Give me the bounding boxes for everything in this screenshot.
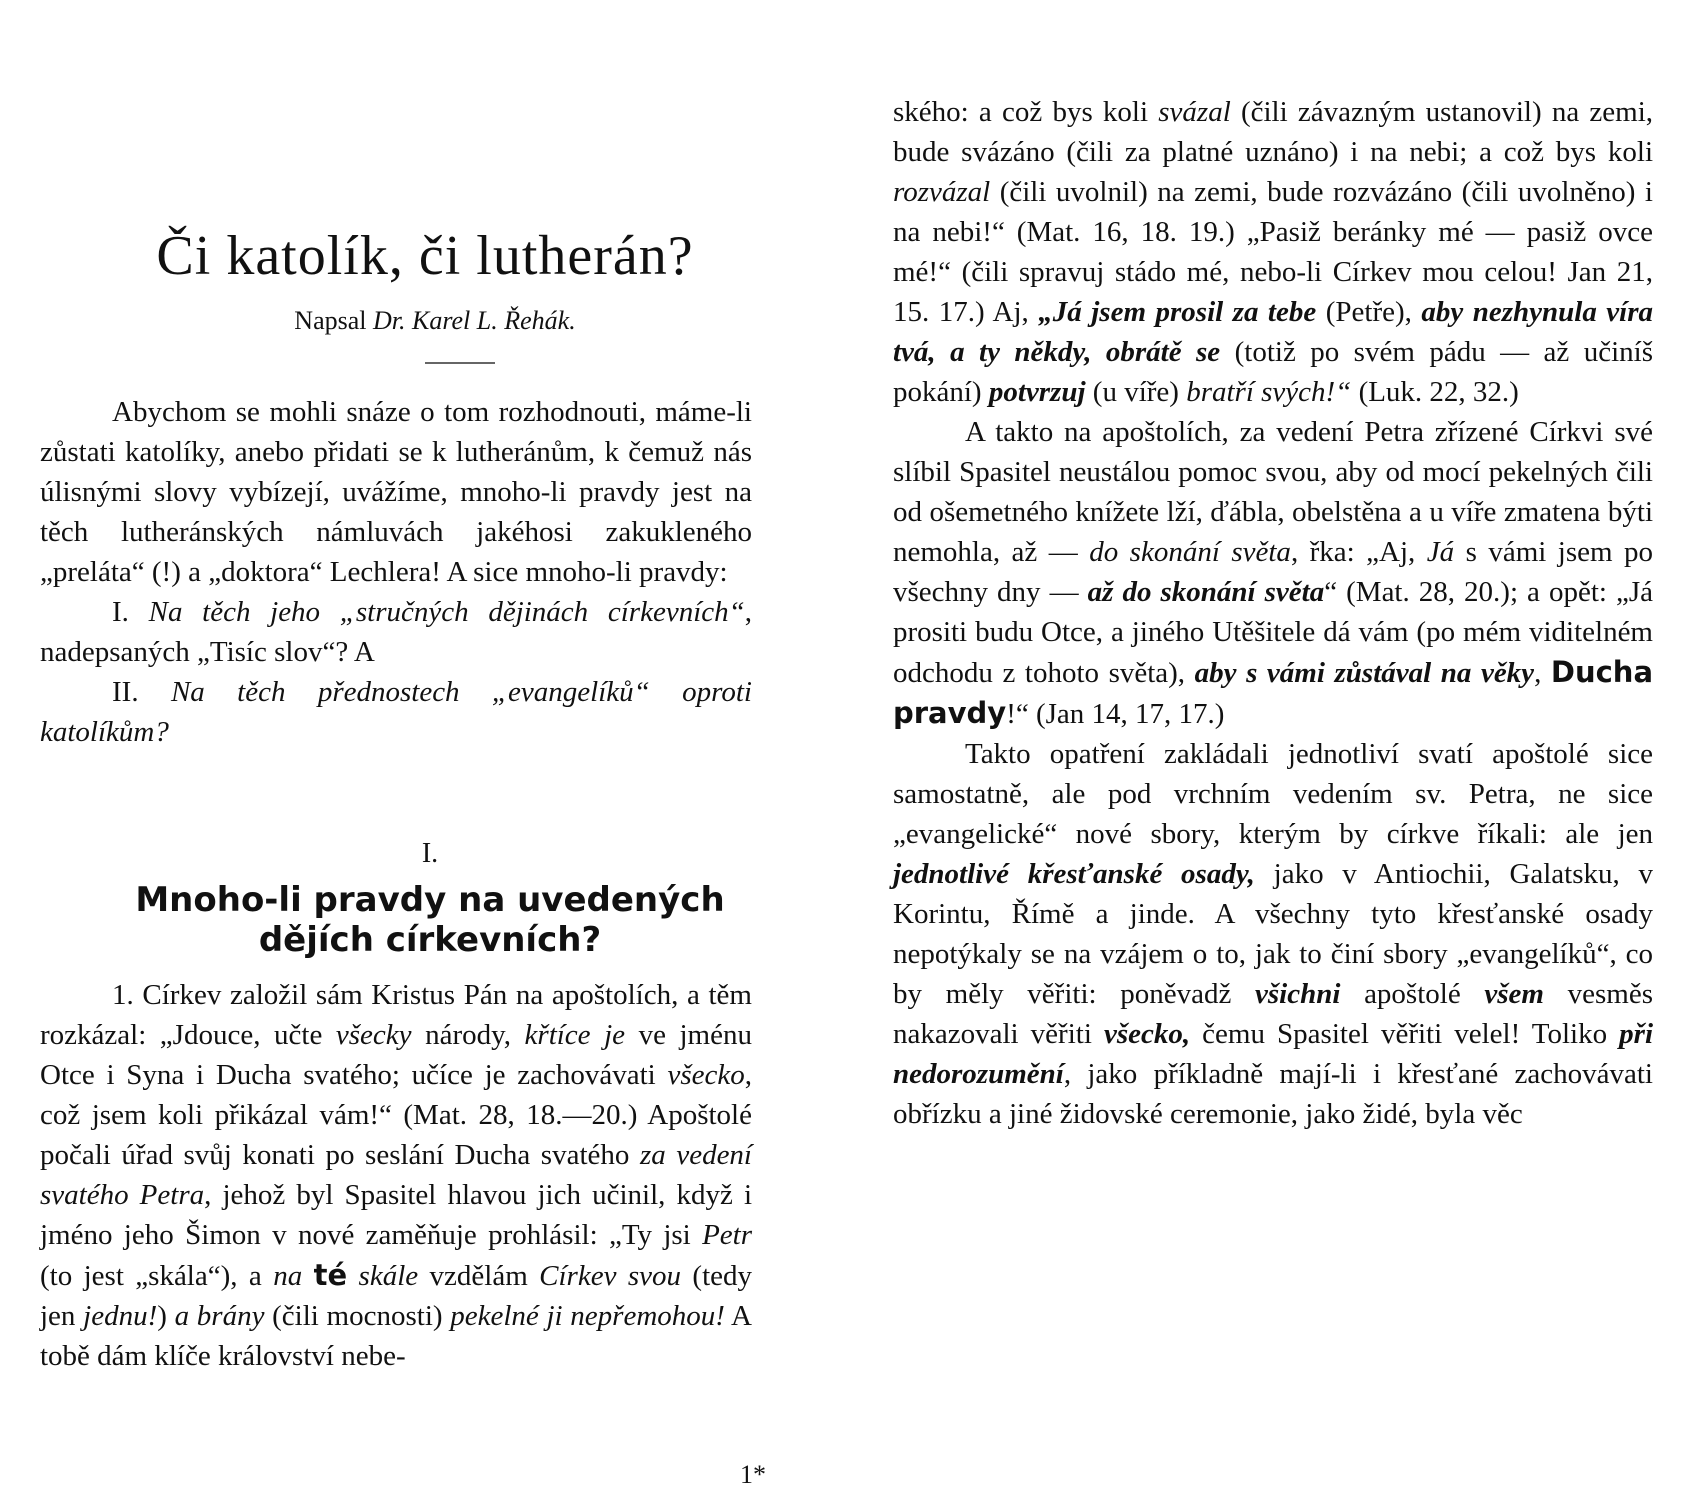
text-run: “ (Mat. 28, 20.); a opět: „Já prositi budu Otce, a jiného Utěšitele dá vám (po mém viditelném odchodu z tohoto světa), xyxy=(893,576,1654,689)
text-run: (tedy jen xyxy=(40,1260,752,1332)
section-number: I. xyxy=(421,838,439,869)
text-run: vzdělám xyxy=(418,1260,540,1292)
emphasis-bold: aby s vámi zůstával na věky xyxy=(1194,657,1535,689)
text-run: s vámi jsem po všechny dny — xyxy=(893,536,1653,608)
text-run: !“ (Jan 14, 17, 17.) xyxy=(1006,698,1225,730)
intro-item-1-title: Na těch jeho „stručných dějinách církevních“ xyxy=(148,596,745,628)
emphasis: rozvázal xyxy=(893,176,991,208)
text-run: , xyxy=(1534,657,1551,689)
text-run: (Luk. 22, 32.) xyxy=(1351,376,1519,408)
right-paragraph-2 xyxy=(893,412,1653,734)
emphasis: křtíce je xyxy=(524,1019,626,1051)
emphasis-bold: až do skonání světa xyxy=(1087,576,1325,608)
section-paragraph xyxy=(40,975,752,1376)
intro-text xyxy=(40,392,752,752)
text-run: (čili závazným ustanovil) na zemi, bude svázáno (čili za platné uznáno) i na nebi; a což bys koli xyxy=(893,96,1653,168)
emphasis-bold: „Já jsem prosil za tebe xyxy=(1038,296,1317,328)
text-run: (to jest „skála“), a xyxy=(40,1260,274,1292)
intro-paragraph: Abychom se mohli snáze o tom rozhodnouti, máme-li zůstati katolíky, anebo přidati se k lutheránům, k čemuž nás úlisnými slovy vybízejí, uvážíme, mnoho-li pravdy jest na těch lutheránských námluvách jakéhosi zakukleného „preláta“ (!) a „doktora“ Lechlera! A sice mnoho-li pravdy: xyxy=(40,396,752,588)
emphasis-bold: jednotlivé křesťanské osady, xyxy=(893,858,1255,890)
emphasis: Já xyxy=(1426,536,1455,568)
text-run: (Petře), xyxy=(1316,296,1422,328)
emphasis-bold: při nedorozumění xyxy=(893,1018,1653,1090)
emphasis-bold: aby nezhynula víra tvá, a ty někdy, obrátě se xyxy=(893,296,1654,368)
emphasis: za vedení svatého Petra xyxy=(40,1139,752,1211)
text-run: (u víře) xyxy=(1085,376,1187,408)
text-run: ) xyxy=(157,1300,175,1332)
text-run: 1. Církev založil sám Kristus Pán na apoštolích, a těm rozkázal: „Jdouce, učte xyxy=(40,979,752,1051)
text-run: Takto opatření zakládali jednotliví svatí apoštolé sice samostatně, ale pod vrchním vedením sv. Petra, ne sice „evangelické“ nové sbory, kterým by církve říkali: ale jen xyxy=(893,738,1653,850)
byline-prefix: Napsal xyxy=(294,306,373,335)
intro-item-2-number: II. xyxy=(112,676,171,708)
text-run: apoštolé xyxy=(1340,978,1485,1010)
text-run: vesměs nakazovali věřiti xyxy=(893,978,1653,1050)
page-mark: 1* xyxy=(740,1460,766,1489)
text-run: ského: a což bys koli xyxy=(893,96,1159,128)
emphasis: pekelné ji nepřemohou! xyxy=(450,1300,725,1332)
emphasis-bold: potvrzuj xyxy=(988,376,1086,408)
intro-item-1-rest: , nadepsaných „Tisíc slov“? A xyxy=(40,596,752,668)
section-heading-line-1: Mnoho-li pravdy na uvedených xyxy=(135,880,725,920)
text-run: , což jsem koli přikázal vám!“ (Mat. 28, 18.—20.) Apoštolé počali úřad svůj konati po seslání Ducha svatého xyxy=(40,1059,752,1171)
emphasis: Petr xyxy=(702,1219,752,1251)
emphasis: svázal xyxy=(1158,96,1231,128)
emphasis: všecko xyxy=(667,1059,745,1091)
text-run: , jako příkladně mají-li i křesťané zachovávati obřízku a jiné židovské ceremonie, jako židé, byla věc xyxy=(893,1058,1653,1130)
section-heading xyxy=(40,880,820,960)
section-heading-line-2: dějích církevních? xyxy=(258,920,602,960)
intro-item-2-title: Na těch přednostech „evangelíků“ oproti katolíkům? xyxy=(40,676,752,748)
text-run: , jehož byl Spasitel hlavou jich učinil, když i jméno jeho Šimon v nové zaměňuje prohlásil: „Ty jsi xyxy=(40,1179,753,1251)
emphasis-bold: té xyxy=(313,1258,348,1292)
title-divider xyxy=(425,362,495,364)
text-run: A takto na apoštolích, za vedení Petra zřízené Církvi své slíbil Spasitel neustálou pomoc svou, aby od mocí pekelných čili od ošemetného knížete lží, ďábla, obelstěna a u víře zmatena býti nemohla, až — xyxy=(893,416,1653,568)
emphasis: a brány xyxy=(174,1300,265,1332)
text-run: (totiž po svém pádu — až učiníš pokání) xyxy=(893,336,1653,408)
emphasis-bold: všecko, xyxy=(1103,1018,1191,1050)
text-run: národy, xyxy=(411,1019,525,1051)
emphasis: skále xyxy=(358,1260,419,1292)
byline-author: Dr. Karel L. Řehák. xyxy=(373,306,576,335)
emphasis-bold: Ducha pravdy xyxy=(893,655,1654,730)
text-run: , řka: „Aj, xyxy=(1290,536,1427,568)
text-run: (čili mocnosti) xyxy=(264,1300,451,1332)
emphasis: jednu! xyxy=(83,1300,158,1332)
right-page xyxy=(893,0,1653,1500)
emphasis-bold: všichni xyxy=(1255,978,1341,1010)
intro-item-2 xyxy=(40,672,752,752)
text-run: (čili uvolnil) na zemi, bude rozvázáno (čili uvolněno) i na nebi!“ (Mat. 16, 18. 19.) „Pasiž beránky mé — pasiž ovce mé!“ (čili spravuj stádo mé, nebo-li Církev mou celou! Jan 21, 15. 17.) Aj, xyxy=(893,176,1653,328)
right-column xyxy=(893,92,1653,1134)
emphasis: Církev svou xyxy=(539,1260,682,1292)
emphasis-bold: všem xyxy=(1484,978,1544,1010)
right-paragraph-1 xyxy=(893,92,1653,412)
emphasis: bratří svých!“ xyxy=(1186,376,1352,408)
emphasis: do skonání světa xyxy=(1089,536,1291,568)
left-page xyxy=(40,0,820,1500)
intro-item-1-number: I. xyxy=(112,596,149,628)
intro-item-1 xyxy=(40,592,752,672)
text-run: A tobě dám klíče království nebe- xyxy=(40,1300,752,1372)
text-run: ve jménu Otce i Syna i Ducha svatého; učíce je zachovávati xyxy=(40,1019,752,1091)
byline xyxy=(40,308,830,334)
section-body xyxy=(40,975,752,1376)
text-run: jako v Antiochii, Galatsku, v Korintu, Římě a jinde. A všechny tyto křesťanské osady nepotýkaly se na vzájem o to, jak to činí sbory „evangelíků“, co by měly věřiti: poněvadž xyxy=(893,858,1654,1010)
emphasis: na xyxy=(273,1260,303,1292)
emphasis: všecky xyxy=(335,1019,412,1051)
text-run: čemu Spasitel věřiti velel! Toliko xyxy=(1190,1018,1620,1050)
right-paragraph-3 xyxy=(893,734,1653,1134)
document-title: Či katolík, či lutherán? xyxy=(156,225,694,287)
